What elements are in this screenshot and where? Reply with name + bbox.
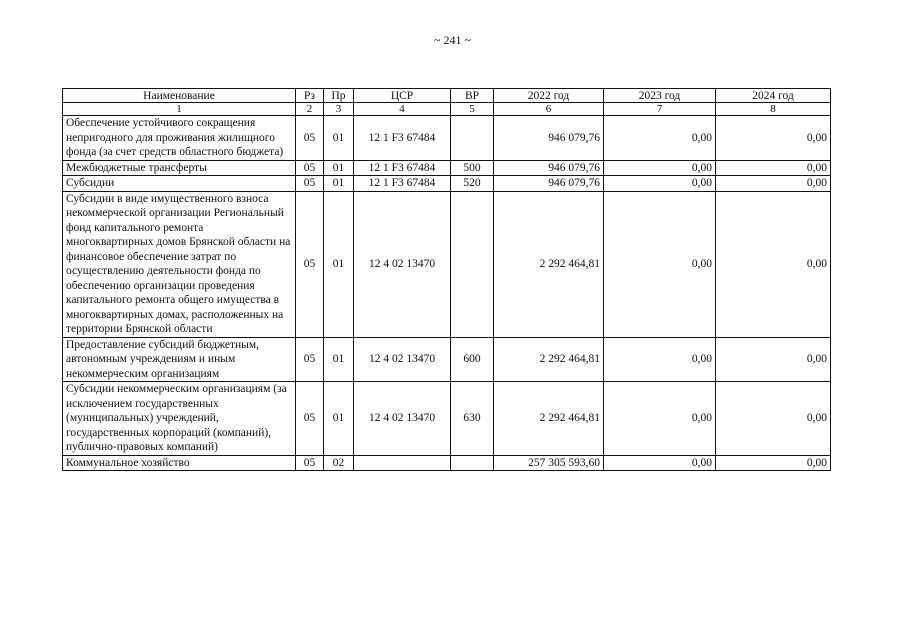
row-pr: 01 (324, 176, 354, 192)
row-2024: 0,00 (716, 191, 831, 337)
header-csr: ЦСР (354, 89, 451, 103)
row-2024: 0,00 (716, 455, 831, 471)
column-number-row (63, 103, 831, 116)
column-number: 7 (604, 103, 716, 116)
row-2023: 0,00 (604, 191, 716, 337)
row-2023: 0,00 (604, 382, 716, 456)
row-rz: 05 (296, 116, 324, 161)
row-pr: 01 (324, 160, 354, 176)
header-vr: ВР (451, 89, 494, 103)
row-2024: 0,00 (716, 160, 831, 176)
row-2024: 0,00 (716, 116, 831, 161)
row-name: Субсидии (63, 176, 296, 192)
row-rz: 05 (296, 337, 324, 382)
page-number: ~ 241 ~ (434, 33, 471, 47)
row-name: Межбюджетные трансферты (63, 160, 296, 176)
row-2022: 2 292 464,81 (494, 337, 604, 382)
row-pr: 01 (324, 337, 354, 382)
row-csr: 12 1 F3 67484 (354, 176, 451, 192)
row-vr: 520 (451, 176, 494, 192)
row-csr (354, 455, 451, 471)
row-2022: 946 079,76 (494, 116, 604, 161)
row-csr: 12 4 02 13470 (354, 191, 451, 337)
row-name: Коммунальное хозяйство (63, 455, 296, 471)
row-2023: 0,00 (604, 176, 716, 192)
column-number: 5 (451, 103, 494, 116)
row-2023: 0,00 (604, 337, 716, 382)
column-number: 3 (324, 103, 354, 116)
row-2024: 0,00 (716, 337, 831, 382)
row-2023: 0,00 (604, 455, 716, 471)
header-rz: Рз (296, 89, 324, 103)
row-rz: 05 (296, 191, 324, 337)
column-number: 6 (494, 103, 604, 116)
row-rz: 05 (296, 382, 324, 456)
row-2024: 0,00 (716, 176, 831, 192)
row-pr: 01 (324, 116, 354, 161)
header-2024: 2024 год (716, 89, 831, 103)
row-csr: 12 1 F3 67484 (354, 160, 451, 176)
table-row (63, 116, 831, 161)
row-name: Субсидии некоммерческим организациям (за исключением государственных (муниципальных) учреждений, государственных корпораций (компаний), публично-правовых компаний) (63, 382, 296, 456)
header-pr: Пр (324, 89, 354, 103)
row-vr (451, 116, 494, 161)
table-row (63, 191, 831, 337)
row-2024: 0,00 (716, 382, 831, 456)
row-2022: 946 079,76 (494, 176, 604, 192)
row-name: Обеспечение устойчивого сокращения непригодного для проживания жилищного фонда (за счет средств областного бюджета) (63, 116, 296, 161)
row-csr: 12 4 02 13470 (354, 382, 451, 456)
row-2022: 946 079,76 (494, 160, 604, 176)
column-number: 2 (296, 103, 324, 116)
row-2023: 0,00 (604, 116, 716, 161)
column-number: 1 (63, 103, 296, 116)
row-pr: 01 (324, 191, 354, 337)
row-pr: 01 (324, 382, 354, 456)
row-csr: 12 4 02 13470 (354, 337, 451, 382)
row-pr: 02 (324, 455, 354, 471)
header-row (63, 89, 831, 103)
header-2022: 2022 год (494, 89, 604, 103)
row-csr: 12 1 F3 67484 (354, 116, 451, 161)
table-row (63, 337, 831, 382)
header-name: Наименование (63, 89, 296, 103)
row-name: Субсидии в виде имущественного взноса некоммерческой организации Региональный фонд капитального ремонта многоквартирных домов Брянской области на финансовое обеспечение затрат по осуществлению деятельности фонда по обеспечению организации проведения капитального ремонта общего имущества в многоквартирных домах, расположенных на территории Брянской области (63, 191, 296, 337)
table-row (63, 160, 831, 176)
row-2023: 0,00 (604, 160, 716, 176)
column-number: 8 (716, 103, 831, 116)
table-row (63, 382, 831, 456)
row-vr: 500 (451, 160, 494, 176)
row-rz: 05 (296, 160, 324, 176)
row-vr: 600 (451, 337, 494, 382)
row-vr (451, 191, 494, 337)
column-number: 4 (354, 103, 451, 116)
row-2022: 2 292 464,81 (494, 382, 604, 456)
table-row (63, 455, 831, 471)
budget-table (62, 88, 831, 471)
table-row (63, 176, 831, 192)
row-2022: 2 292 464,81 (494, 191, 604, 337)
row-vr (451, 455, 494, 471)
row-rz: 05 (296, 176, 324, 192)
row-rz: 05 (296, 455, 324, 471)
row-vr: 630 (451, 382, 494, 456)
header-2023: 2023 год (604, 89, 716, 103)
row-name: Предоставление субсидий бюджетным, автономным учреждениям и иным некоммерческим организациям (63, 337, 296, 382)
row-2022: 257 305 593,60 (494, 455, 604, 471)
